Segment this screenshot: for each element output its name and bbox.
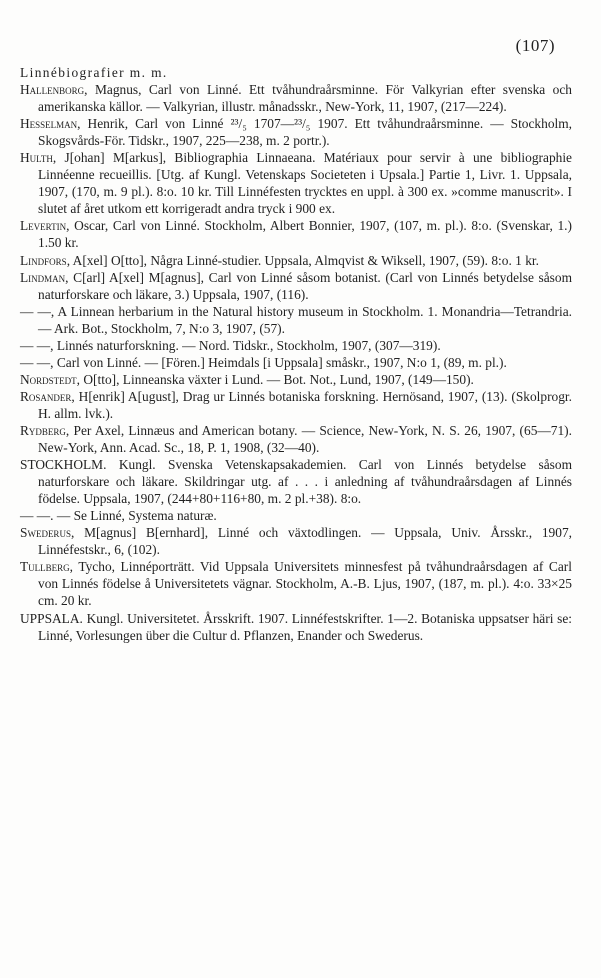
bibliography-entry xyxy=(20,456,572,507)
entry-text: — —. — Se Linné, Systema naturæ. xyxy=(20,508,217,524)
section-heading: Linnébiografier m. m. xyxy=(20,65,168,80)
entry-text: Henrik, Carl von Linné ²³/₅ 1707—²³/₅ 1907. Ett tvåhundraårsminne. — Stockholm, Skogsvårds-För. Tidskr., 1907, 225—238, m. 2 portr.). xyxy=(38,116,572,149)
bibliography-entry xyxy=(20,81,572,115)
bibliography-entry xyxy=(20,507,572,524)
entry-text: Kungl. Svenska Vetenskapsakademien. Carl von Linnés betydelse såsom naturforskare och läkare. Skildringar utg. af . . . i anledning af tvåhundraårsdagen af Linnés födelse. Uppsala, 1907, (244+80+116+80, m. 2 pl.+38). 8:o. xyxy=(38,457,572,507)
bibliography-entry xyxy=(20,217,572,251)
entry-author: Rydberg, xyxy=(20,422,70,438)
entry-text: M[agnus] B[ernhard], Linné och växtodlingen. — Uppsala, Univ. Årsskr., 1907, Linnéfestskr., 6, (102). xyxy=(38,525,572,558)
bibliography-entry xyxy=(20,252,572,269)
bibliography-entry xyxy=(20,354,572,371)
entry-author: Lindman, xyxy=(20,269,69,285)
entry-author: Nordstedt, xyxy=(20,371,81,387)
entry-author: Hulth, xyxy=(20,150,57,166)
bibliography-entry xyxy=(20,422,572,456)
entry-author: STOCKHOLM. xyxy=(20,457,107,473)
page-number: (107) xyxy=(515,36,555,55)
entry-text: Oscar, Carl von Linné. Stockholm, Albert Bonnier, 1907, (107, m. pl.). 8:o. (Svenskar, 1.) 1.50 kr. xyxy=(38,218,572,251)
bibliography-entry xyxy=(20,303,572,337)
entry-text: — —, Carl von Linné. — [Fören.] Heimdals [i Uppsala] småskr., 1907, N:o 1, (89, m. pl.). xyxy=(20,354,507,370)
entry-text: Per Axel, Linnæus and American botany. — Science, New-York, N. S. 26, 1907, (65—71). New-York, Ann. Acad. Sc., 18, P. 1, 1908, (32—40). xyxy=(38,422,572,456)
entry-text: Magnus, Carl von Linné. Ett tvåhundraårsminne. För Valkyrian efter svenska och amerikanska källor. — Valkyrian, illustr. månadsskr., New-York, 11, 1907, (217—224). xyxy=(38,82,572,115)
entry-author: Tullberg, xyxy=(20,559,74,575)
entry-text: Tycho, Linnéporträtt. Vid Uppsala Universitets minnesfest på tvåhundraårsdagen af Carl von Linnés födelse å Universitetets vägnar. Stockholm, A.-B. Ljus, 1907, (187, m. pl.). 4:o. 33×25 cm. 20 kr. xyxy=(38,559,572,609)
entry-author: Swederus, xyxy=(20,525,75,541)
entry-author: Hallenborg, xyxy=(20,82,88,98)
bibliography-list xyxy=(20,64,572,644)
entry-text: J[ohan] M[arkus], Bibliographia Linnaeana. Matériaux pour servir à une bibliographie Linnéenne recueillis. [Utg. af Kungl. Vetenskaps Societeten i Upsala.] Partie 1, Livr. 1. Uppsala, 1907, (170, m. 9 pl.). 8:o. 10 kr. Till Linnéfesten trycktes en uppl. à 300 ex. »comme manuscrit». I slutet af året utkom ett korrigeradt andra tryck i 900 ex. xyxy=(38,150,572,217)
entry-author: Levertin, xyxy=(20,218,70,234)
entry-text: — —, Linnés naturforskning. — Nord. Tidskr., Stockholm, 1907, (307—319). xyxy=(20,337,441,353)
bibliography-entry xyxy=(20,558,572,609)
entry-text: O[tto], Linneanska växter i Lund. — Bot. Not., Lund, 1907, (149—150). xyxy=(80,371,474,387)
bibliography-entry xyxy=(20,269,572,303)
entry-text: — —, A Linnean herbarium in the Natural history museum in Stockholm. 1. Monandria—Tetrandria. — Ark. Bot., Stockholm, 7, N:o 3, 1907, (57). xyxy=(20,303,572,336)
entry-author: Hesselman, xyxy=(20,116,81,132)
bibliography-entry xyxy=(20,524,572,558)
entry-author: Lindfors, xyxy=(20,252,71,268)
bibliography-entry xyxy=(20,610,572,644)
entry-text: C[arl] A[xel] M[agnus], Carl von Linné såsom botanist. (Carl von Linnés betydelse såsom naturforskare och läkare, 3.) Uppsala, 1907, (116). xyxy=(38,269,572,302)
bibliography-entry xyxy=(20,337,572,354)
entry-text: A[xel] O[tto], Några Linné-studier. Uppsala, Almqvist & Wiksell, 1907, (59). 8:o. 1 kr. xyxy=(70,252,539,268)
entry-text: Kungl. Universitetet. Årsskrift. 1907. Linnéfestskrifter. 1—2. Botaniska uppsatser häri se: Linné, Vorlesungen über die Cultur d. Pflanzen, Enander och Swederus. xyxy=(38,610,572,643)
entry-text: H[enrik] A[ugust], Drag ur Linnés botaniska forskning. Hernösand, 1907, (13). (Skolprogr. H. allm. lvk.). xyxy=(38,388,572,421)
entry-author: UPPSALA. xyxy=(20,610,83,626)
bibliography-entry xyxy=(20,371,572,388)
bibliography-entry xyxy=(20,115,572,149)
entry-author: Rosander, xyxy=(20,388,75,404)
bibliography-entry xyxy=(20,388,572,422)
bibliography-entry xyxy=(20,149,572,217)
